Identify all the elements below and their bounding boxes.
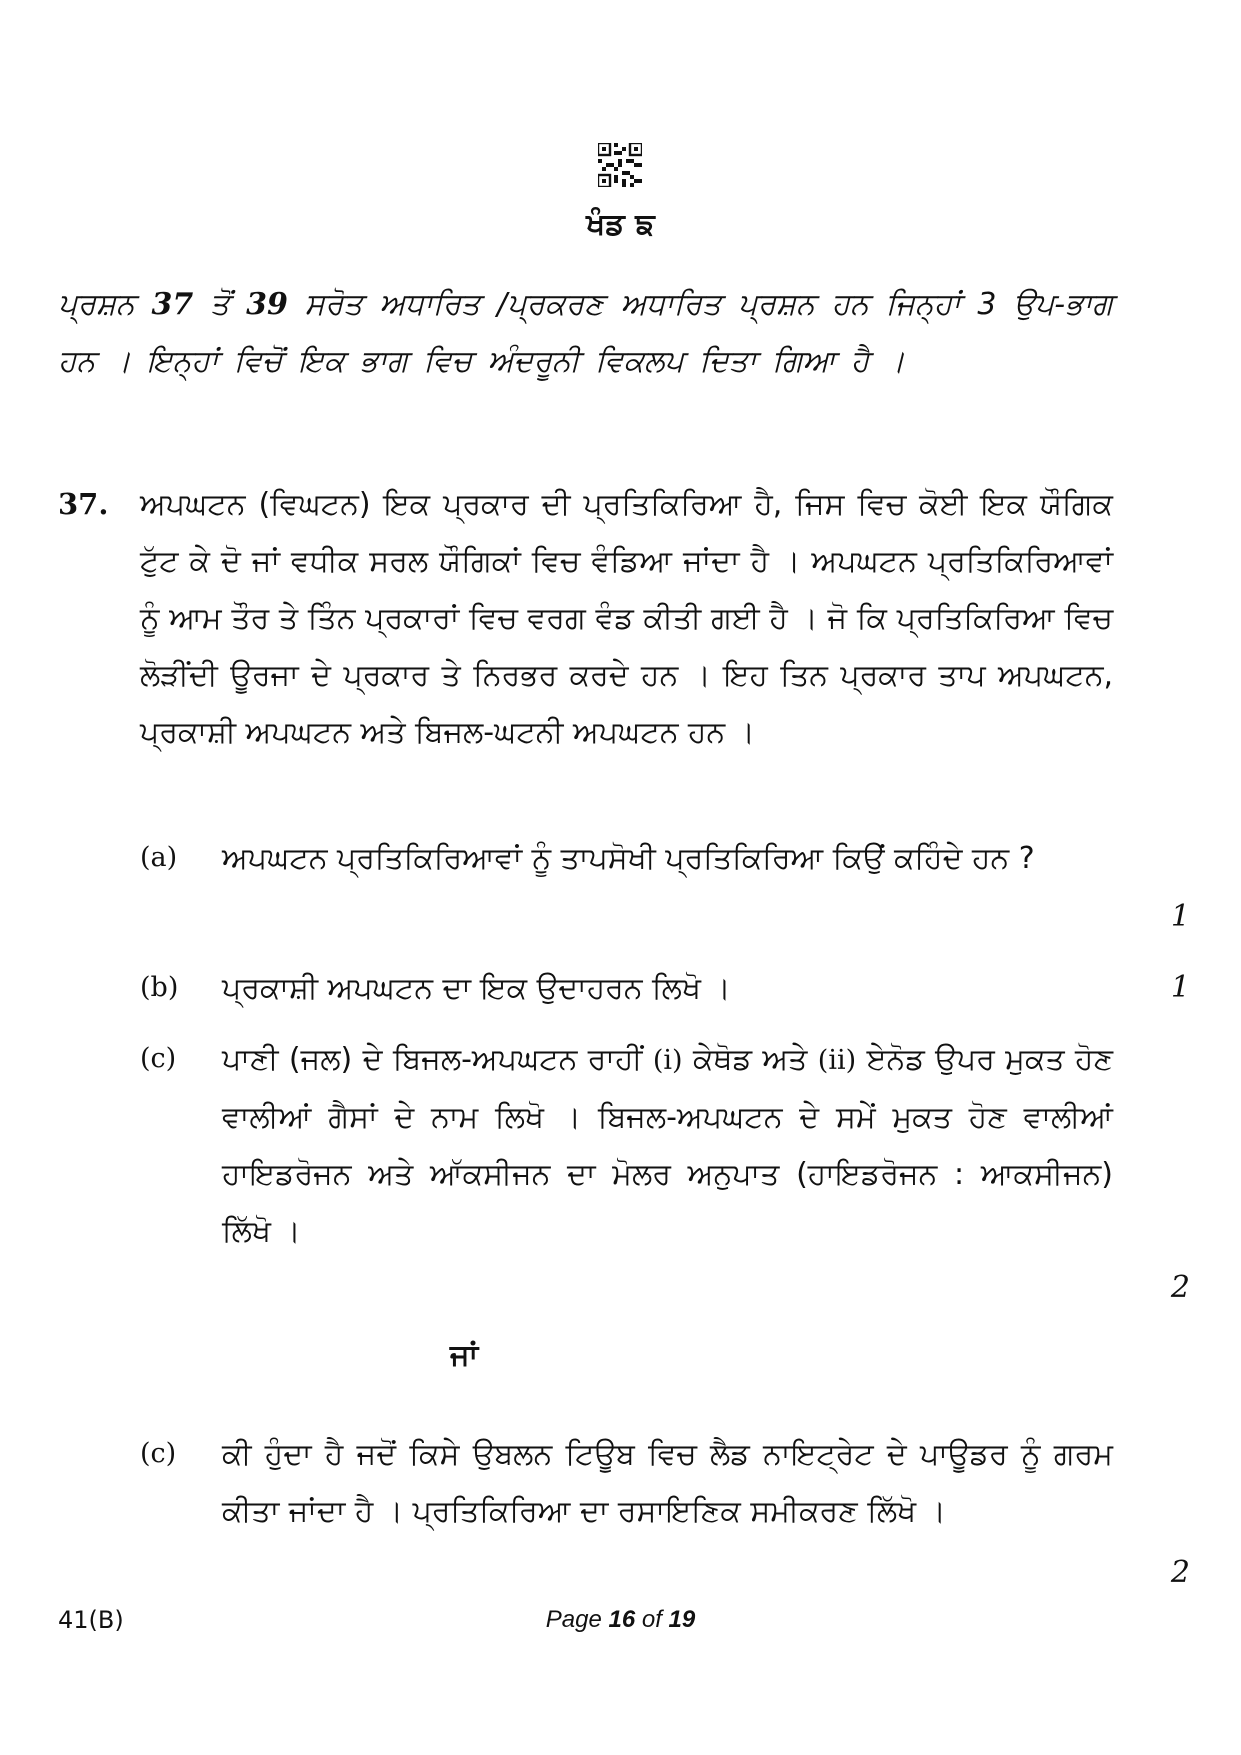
page-word: Page <box>545 1606 602 1633</box>
subquestion-c-text <box>222 1031 1113 1260</box>
section-instructions <box>58 276 1113 390</box>
subquestion-b-text: ਪ੍ਰਕਾਸ਼ੀ ਅਪਘਟਨ ਦਾ ਇਕ ਉਦਾਹਰਨ ਲਿਖੋ । <box>222 971 731 1006</box>
subquestion-c-text-2: ਕੇਥੋਡ ਅਤੇ <box>692 1042 808 1077</box>
question-passage: ਅਪਘਟਨ (ਵਿਘਟਨ) ਇਕ ਪ੍ਰਕਾਰ ਦੀ ਪ੍ਰਤਿਕਿਰਿਆ ਹੈ, ਜਿਸ ਵਿਚ ਕੋਈ ਇਕ ਯੌਗਿਕ ਟੁੱਟ ਕੇ ਦੋ ਜਾਂ ਵਧੀਕ ਸਰਲ ਯੌਗਿਕਾਂ ਵਿਚ ਵੰਡਿਆ ਜਾਂਦਾ ਹੈ । ਅਪਘਟਨ ਪ੍ਰਤਿਕਿਰਿਆਵਾਂ ਨੂੰ ਆਮ ਤੌਰ ਤੇ ਤਿੰਨ ਪ੍ਰਕਾਰਾਂ ਵਿਚ ਵਰਗ ਵੰਡ ਕੀਤੀ ਗਈ ਹੈ । ਜੋ ਕਿ ਪ੍ਰਤਿਕਿਰਿਆ ਵਿਚ ਲੋੜੀਂਦੀ ਊਰਜਾ ਦੇ ਪ੍ਰਕਾਰ ਤੇ ਨਿਰਭਰ ਕਰਦੇ ਹਨ । ਇਹ ਤਿਨ ਪ੍ਰਕਾਰ ਤਾਪ ਅਪਘਟਨ, ਪ੍ਰਕਾਸ਼ੀ ਅਪਘਟਨ ਅਤੇ ਬਿਜਲ-ਘਟਨੀ ਅਪਘਟਨ ਹਨ । <box>140 487 1113 750</box>
subquestion-c-roman-ii: (ii) <box>817 1045 857 1076</box>
page-current: 16 <box>608 1606 636 1633</box>
subquestion-c-alt-label: (c) <box>140 1438 177 1469</box>
paper-code: 41(B) <box>58 1606 124 1634</box>
subquestion-c-label: (c) <box>140 1043 177 1074</box>
instructions-number-to: 39 <box>246 287 288 322</box>
section-title: ਖੰਡ ਙ <box>586 207 655 242</box>
subquestion-c-alt-text: ਕੀ ਹੁੰਦਾ ਹੈ ਜਦੋਂ ਕਿਸੇ ਉਬਲਨ ਟਿਊਬ ਵਿਚ ਲੈਡ ਨਾਇਟ੍ਰੇਟ ਦੇ ਪਾਊਡਰ ਨੂੰ ਗਰਮ ਕੀਤਾ ਜਾਂਦਾ ਹੈ । ਪ੍ਰਤਿਕਿਰਿਆ ਦਾ ਰਸਾਇਣਿਕ ਸਮੀਕਰਣ ਲਿੱਖੋ । <box>222 1437 1113 1529</box>
subquestion-a-marks: 1 <box>1170 899 1190 934</box>
or-divider: ਜਾਂ <box>450 1338 479 1373</box>
page-number <box>0 1604 1241 1636</box>
subquestion-c-alt-marks: 2 <box>1170 1555 1190 1590</box>
subquestion-b-marks: 1 <box>1170 970 1190 1005</box>
instructions-text-2: ਤੋਂ <box>210 287 230 322</box>
subquestion-a-text: ਅਪਘਟਨ ਪ੍ਰਤਿਕਿਰਿਆਵਾਂ ਨੂੰ ਤਾਪਸੋਖੀ ਪ੍ਰਤਿਕਿਰਿਆ ਕਿਉਂ ਕਹਿੰਦੇ ਹਨ ? <box>222 841 1035 876</box>
subquestion-c-text-1: ਪਾਣੀ (ਜਲ) ਦੇ ਬਿਜਲ-ਅਪਘਟਨ ਰਾਹੀਂ <box>222 1042 643 1077</box>
instructions-text-3: ਸਰੋਤ ਅਧਾਰਿਤ /ਪ੍ਰਕਰਣ ਅਧਾਰਿਤ ਪ੍ਰਸ਼ਨ ਹਨ ਜਿਨ੍ਹਾਂ 3 ਉਪ-ਭਾਗ ਹਨ । ਇਨ੍ਹਾਂ ਵਿਚੋਂ ਇਕ ਭਾਗ ਵਿਚ ਅੰਦਰੂਨੀ ਵਿਕਲਪ ਦਿਤਾ ਗਿਆ ਹੈ । <box>58 287 1113 379</box>
page-total: 19 <box>668 1606 696 1633</box>
page-of: of <box>641 1606 662 1633</box>
subquestion-a-label: (a) <box>140 842 178 873</box>
instructions-text-1: ਪ੍ਰਸ਼ਨ <box>58 287 135 322</box>
subquestion-c-roman-i: (i) <box>652 1045 683 1076</box>
question-number: 37. <box>58 487 109 521</box>
subquestion-c-marks: 2 <box>1170 1270 1190 1305</box>
subquestion-b-label: (b) <box>140 972 179 1003</box>
qr-code-icon <box>598 143 642 187</box>
subquestion-c-text-3: ਏਨੋਡ ਉਪਰ ਮੁਕਤ ਹੋਣ ਵਾਲੀਆਂ ਗੈਸਾਂ ਦੇ ਨਾਮ ਲਿਖੋ । ਬਿਜਲ-ਅਪਘਟਨ ਦੇ ਸਮੇਂ ਮੁਕਤ ਹੋਣ ਵਾਲੀਆਂ ਹਾਇਡਰੋਜਨ ਅਤੇ ਆੱਕਸੀਜਨ ਦਾ ਮੋਲਰ ਅਨੁਪਾਤ (ਹਾਇਡਰੋਜਨ : ਆਕਸੀਜਨ) ਲਿੱਖੋ । <box>222 1042 1113 1249</box>
instructions-number-from: 37 <box>151 287 194 322</box>
